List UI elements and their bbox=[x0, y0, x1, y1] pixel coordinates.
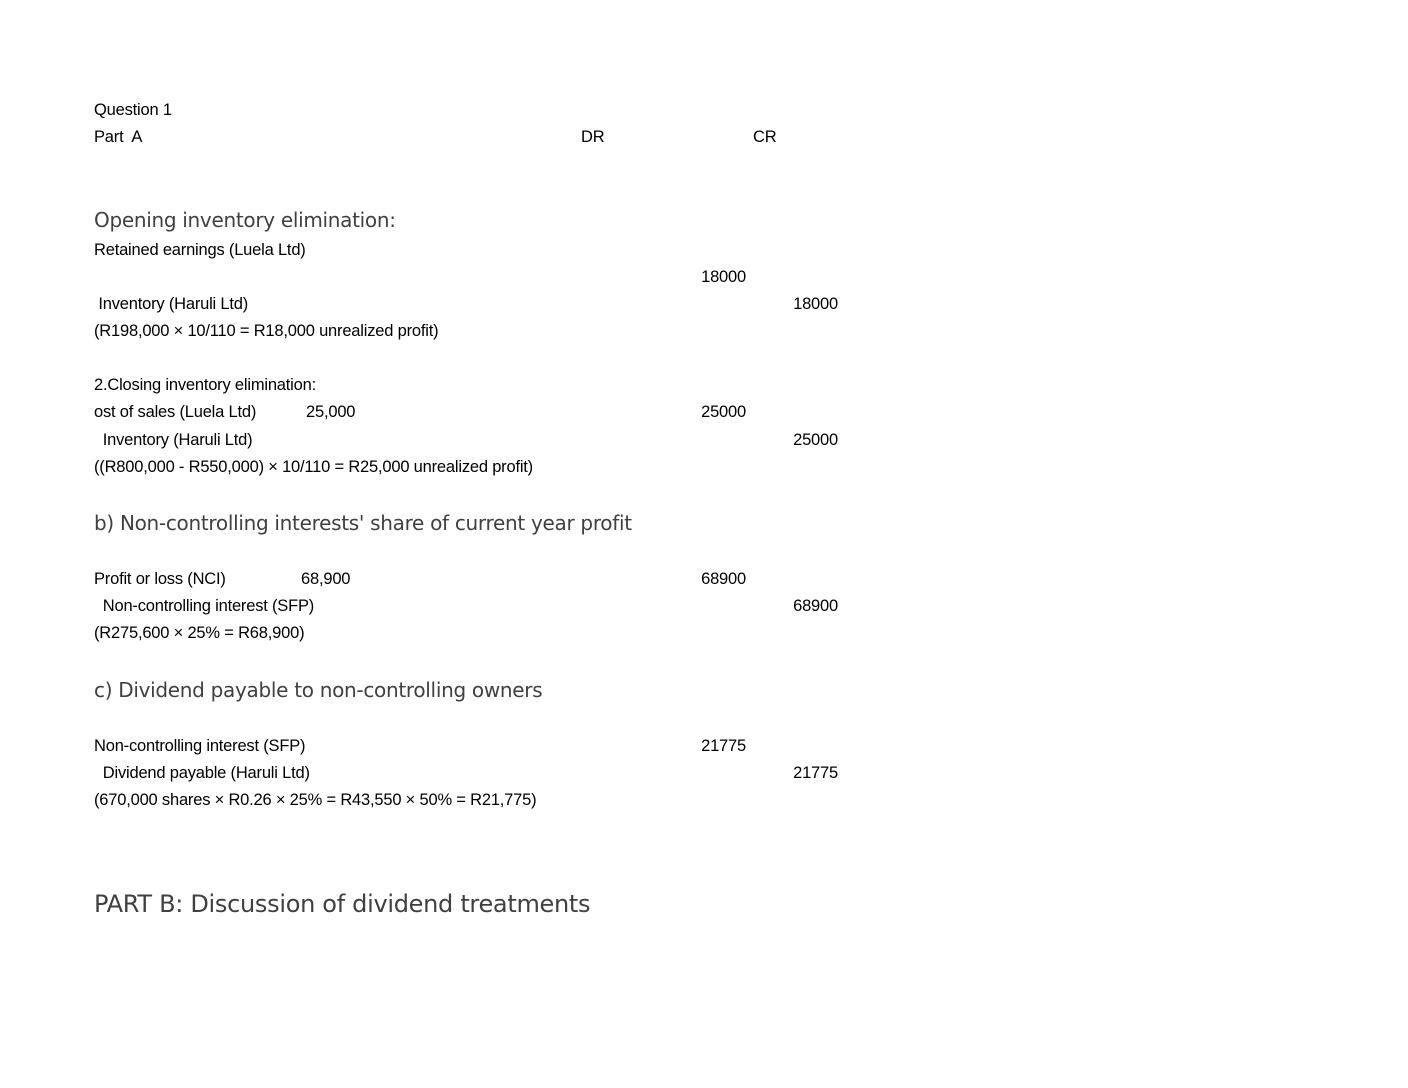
nci-profit-heading: b) Non-controlling interests' share of current year profit bbox=[94, 511, 632, 535]
nci-debit-account: Profit or loss (NCI) bbox=[94, 570, 226, 588]
opening-credit-amount: 18000 bbox=[793, 295, 838, 313]
question-title: Question 1 bbox=[94, 101, 172, 119]
nci-debit-amount: 68900 bbox=[701, 570, 746, 588]
dividend-debit-amount: 21775 bbox=[701, 737, 746, 755]
closing-debit-amount: 25000 bbox=[701, 403, 746, 421]
dividend-payable-heading: c) Dividend payable to non-controlling owners bbox=[94, 678, 543, 702]
closing-note: ((R800,000 - R550,000) × 10/110 = R25,000 unrealized profit) bbox=[94, 458, 533, 476]
opening-credit-account: Inventory (Haruli Ltd) bbox=[94, 295, 249, 313]
part-b-heading: PART B: Discussion of dividend treatments bbox=[94, 890, 591, 918]
dr-column-label: DR bbox=[581, 128, 605, 146]
closing-debit-inline: 25,000 bbox=[306, 403, 356, 421]
dividend-credit-account: Dividend payable (Haruli Ltd) bbox=[94, 764, 310, 782]
dividend-note: (670,000 shares × R0.26 × 25% = R43,550 × 50% = R21,775) bbox=[94, 791, 537, 809]
closing-debit-account: ost of sales (Luela Ltd) bbox=[94, 403, 257, 421]
part-label: Part A bbox=[94, 128, 143, 146]
nci-note: (R275,600 × 25% = R68,900) bbox=[94, 624, 305, 642]
opening-inventory-heading: Opening inventory elimination: bbox=[94, 208, 396, 232]
closing-inventory-heading: 2.Closing inventory elimination: bbox=[94, 376, 316, 394]
opening-debit-account: Retained earnings (Luela Ltd) bbox=[94, 241, 306, 259]
cr-column-label: CR bbox=[753, 128, 777, 146]
nci-credit-amount: 68900 bbox=[793, 597, 838, 615]
dividend-credit-amount: 21775 bbox=[793, 764, 838, 782]
closing-credit-amount: 25000 bbox=[793, 431, 838, 449]
nci-debit-inline: 68,900 bbox=[301, 570, 351, 588]
dividend-debit-account: Non-controlling interest (SFP) bbox=[94, 737, 306, 755]
opening-note: (R198,000 × 10/110 = R18,000 unrealized profit) bbox=[94, 322, 439, 340]
closing-credit-account: Inventory (Haruli Ltd) bbox=[94, 431, 253, 449]
opening-debit-amount: 18000 bbox=[701, 268, 746, 286]
nci-credit-account: Non-controlling interest (SFP) bbox=[94, 597, 315, 615]
